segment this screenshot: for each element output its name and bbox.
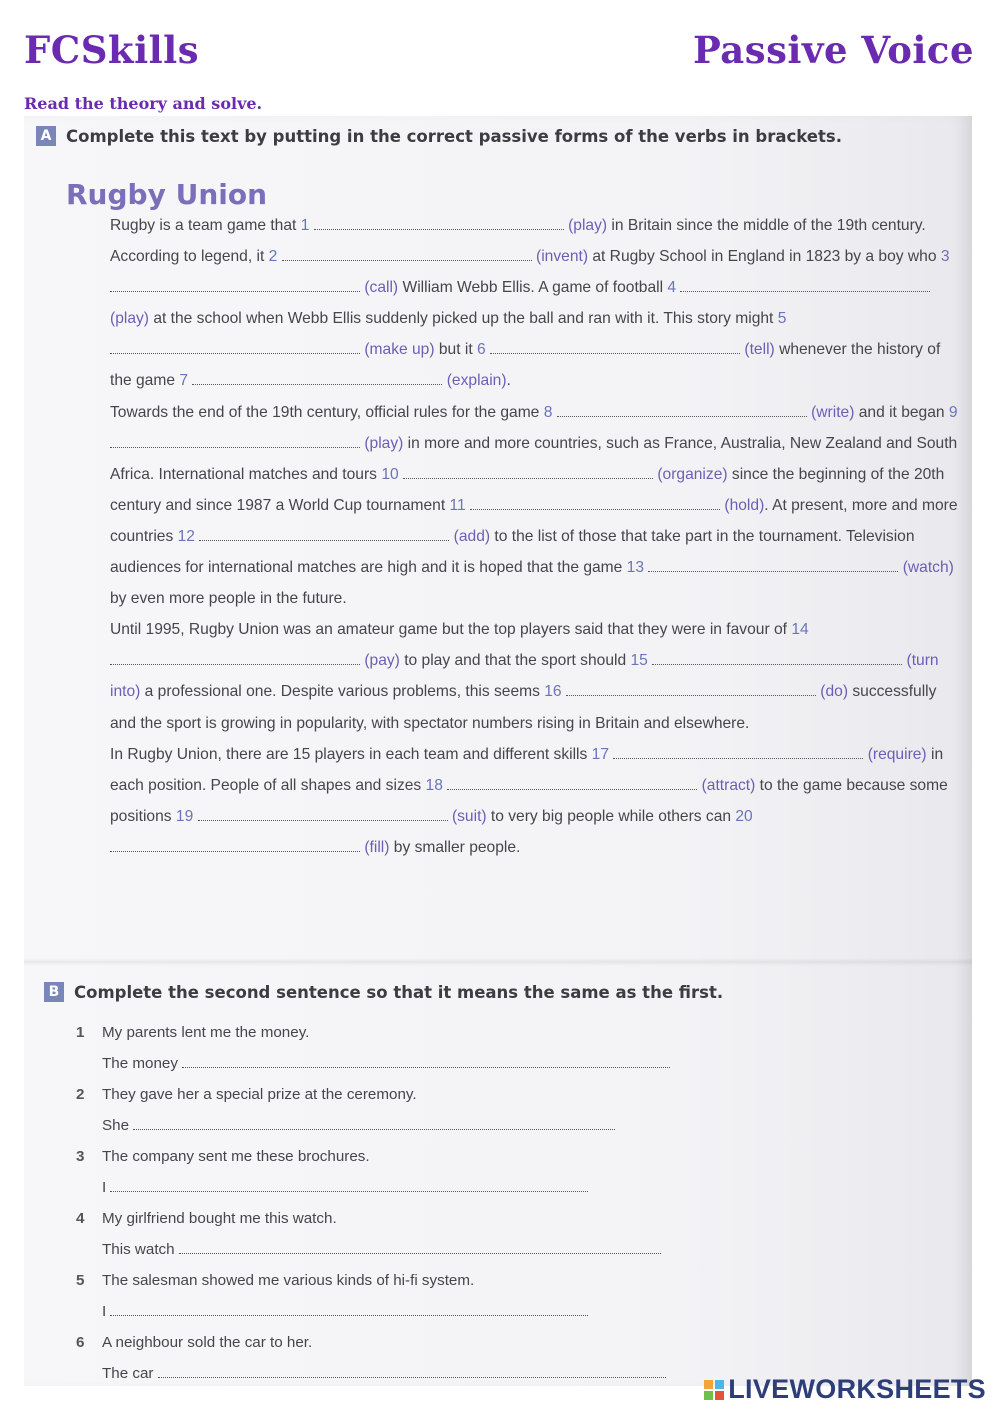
gap-verb: (explain)	[446, 372, 507, 390]
gap-blank[interactable]	[192, 370, 442, 385]
gap-number: 6	[477, 341, 486, 359]
gap-verb: (write)	[811, 403, 855, 421]
logo-square	[715, 1380, 724, 1389]
gap-number: 9	[948, 403, 958, 421]
item-answer-start: This watch	[102, 1241, 175, 1258]
list-item	[76, 1020, 776, 1082]
gap-verb: (suit)	[451, 807, 487, 825]
topic-title: Passive Voice	[692, 28, 974, 72]
gap-number: 17	[591, 745, 610, 763]
item-answer-line	[102, 1117, 615, 1134]
list-item	[76, 1330, 776, 1392]
gap-number: 4	[667, 279, 677, 297]
gap-blank[interactable]	[557, 402, 807, 417]
brand-title: FCSkills	[24, 28, 200, 72]
gap-verb: (turn into)	[110, 652, 939, 701]
section-a-heading	[36, 126, 842, 146]
gap-verb: (require)	[867, 745, 927, 763]
paragraph-4: In Rugby Union, there are 15 players in each team and different skills 17 (require) in each position. People of all shapes and sizes 18 (attract) to the game because some positions 19 (suit) to very big people while others can 20 (fill) by smaller people.	[110, 745, 948, 856]
gap-verb: (hold)	[724, 496, 765, 514]
gap-number: 13	[626, 559, 645, 577]
item-number: 4	[76, 1210, 85, 1227]
item-answer-start: The money	[102, 1055, 178, 1072]
gap-number: 8	[543, 403, 553, 421]
gap-verb: (call)	[364, 279, 399, 297]
gap-blank[interactable]	[403, 464, 653, 479]
transformation-list	[76, 1020, 776, 1392]
general-instruction: Read the theory and solve.	[24, 94, 263, 113]
answer-blank[interactable]	[133, 1117, 615, 1130]
gap-blank[interactable]	[199, 526, 449, 541]
section-a-badge: A	[36, 126, 56, 146]
gap-blank[interactable]	[613, 744, 863, 759]
gap-number: 2	[268, 248, 278, 266]
list-item	[76, 1082, 776, 1144]
gap-number: 18	[425, 776, 443, 794]
section-a-instruction: Complete this text by putting in the correct passive forms of the verbs in brackets.	[66, 126, 842, 146]
logo-square	[704, 1380, 713, 1389]
gap-blank[interactable]	[566, 681, 816, 696]
item-number: 3	[76, 1148, 85, 1165]
item-answer-line	[102, 1365, 666, 1382]
item-answer-start: I	[102, 1179, 107, 1196]
article-title: Rugby Union	[66, 178, 268, 211]
section-b-instruction: Complete the second sentence so that it means the same as the first.	[74, 982, 724, 1002]
item-number: 6	[76, 1334, 85, 1351]
gap-blank[interactable]	[652, 650, 902, 665]
gap-blank[interactable]	[110, 277, 360, 292]
gap-number: 19	[175, 807, 194, 825]
gap-blank[interactable]	[110, 339, 360, 354]
list-item	[76, 1268, 776, 1330]
gap-blank[interactable]	[282, 246, 532, 261]
gap-blank[interactable]	[648, 557, 898, 572]
gap-number: 5	[777, 310, 787, 328]
gap-blank[interactable]	[447, 775, 697, 790]
liveworksheets-logo-icon	[704, 1380, 724, 1400]
item-answer-line	[102, 1055, 670, 1072]
item-number: 2	[76, 1086, 85, 1103]
gap-number: 15	[630, 652, 648, 670]
item-answer-start: I	[102, 1303, 107, 1320]
item-question: My girlfriend bought me this watch.	[102, 1210, 337, 1227]
section-b-heading	[44, 982, 723, 1002]
logo-text: LIVEWORKSHEETS	[728, 1374, 986, 1404]
gap-verb: (do)	[820, 683, 849, 701]
gap-verb: (attract)	[701, 776, 756, 794]
item-question: The company sent me these brochures.	[102, 1148, 370, 1165]
gap-number: 1	[300, 217, 310, 234]
paragraph-2: Towards the end of the 19th century, official rules for the game 8 (write) and it began 9 (play) in more and more countries, such as France, Australia, New Zealand and South Africa. International matches and tours 10 (organize) since the beginning of the 20th century and since 1987 a World Cup tournament 11 (hold). At present, more and more countries 12 (add) to the list of those that take part in the tournament. Television audiences for international matches are high and it is hoped that the game 13 (watch) by even more people in the future.	[110, 403, 958, 608]
gap-number: 11	[449, 496, 466, 514]
liveworksheets-logo	[704, 1374, 986, 1405]
item-answer-start: The car	[102, 1365, 154, 1382]
logo-square	[715, 1391, 724, 1400]
item-answer-line	[102, 1303, 588, 1320]
answer-blank[interactable]	[182, 1055, 670, 1068]
gap-verb: (make up)	[364, 341, 435, 359]
gap-verb: (play)	[568, 217, 608, 234]
answer-blank[interactable]	[110, 1303, 588, 1316]
item-answer-line	[102, 1179, 588, 1196]
gap-number: 14	[791, 621, 809, 639]
gap-blank[interactable]	[110, 650, 360, 665]
gap-number: 20	[735, 807, 753, 825]
item-answer-line	[102, 1241, 661, 1258]
gap-verb: (play)	[110, 310, 149, 328]
gap-verb: (add)	[453, 527, 491, 545]
gap-number: 12	[177, 527, 195, 545]
list-item	[76, 1144, 776, 1206]
gap-blank[interactable]	[470, 495, 720, 510]
gap-blank[interactable]	[490, 339, 740, 354]
gap-blank[interactable]	[198, 806, 448, 821]
gap-verb: (fill)	[364, 838, 390, 856]
gap-verb: (play)	[364, 434, 404, 452]
page-fold-divider	[24, 958, 972, 966]
rugby-passage	[68, 210, 964, 863]
gap-verb: (tell)	[744, 341, 775, 359]
answer-blank[interactable]	[110, 1179, 588, 1192]
item-question: A neighbour sold the car to her.	[102, 1334, 313, 1351]
paragraph-3: Until 1995, Rugby Union was an amateur game but the top players said that they were in favour of 14 (pay) to play and that the sport should 15 (turn into) a professional one. Despite various problems, this seems 16 (do) successfully and the sport is growing in popularity, with spectator numbers rising in Britain and elsewhere.	[110, 621, 939, 732]
gap-verb: (watch)	[902, 559, 954, 577]
answer-blank[interactable]	[179, 1241, 661, 1254]
gap-blank[interactable]	[110, 837, 360, 852]
logo-square	[704, 1391, 713, 1400]
item-number: 1	[76, 1024, 85, 1041]
gap-verb: (pay)	[364, 652, 400, 670]
gap-number: 7	[179, 372, 189, 390]
item-question: My parents lent me the money.	[102, 1024, 310, 1041]
gap-blank[interactable]	[110, 433, 360, 448]
item-answer-start: She	[102, 1117, 130, 1134]
gap-verb: (organize)	[657, 465, 728, 483]
item-number: 5	[76, 1272, 85, 1289]
gap-number: 3	[940, 248, 950, 266]
gap-blank[interactable]	[314, 215, 564, 230]
answer-blank[interactable]	[158, 1365, 666, 1378]
gap-verb: (invent)	[536, 248, 589, 266]
gap-number: 10	[381, 465, 399, 483]
gap-number: 16	[544, 683, 562, 701]
section-b-badge: B	[44, 982, 64, 1002]
gap-blank[interactable]	[680, 277, 930, 292]
paragraph-1: Rugby is a team game that 1 (play) in Britain since the middle of the 19th century. According to legend, it 2 (invent) at Rugby School in England in 1823 by a boy who 3 (call) William Webb Ellis. A game of football 4 (play) at the school when Webb Ellis suddenly picked up the ball and ran with it. This story might 5 (make up) but it 6 (tell) whenever the history of the game 7 (explain).	[110, 217, 950, 390]
item-question: The salesman showed me various kinds of hi-fi system.	[102, 1272, 475, 1289]
list-item	[76, 1206, 776, 1268]
item-question: They gave her a special prize at the ceremony.	[102, 1086, 417, 1103]
